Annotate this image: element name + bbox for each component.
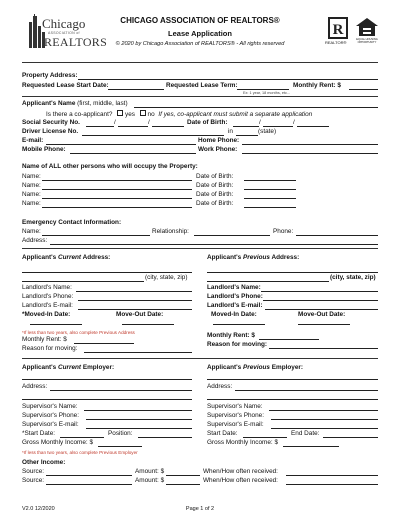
previous-moved-in-label: Moved-In Date: <box>211 311 257 318</box>
income-when-field[interactable] <box>286 475 378 476</box>
current-city-label: (city, state, zip) <box>145 274 188 281</box>
current-income-field[interactable] <box>98 446 142 447</box>
current-employer-address-field[interactable] <box>50 390 192 391</box>
current-landlord-phone-label: Landlord's Phone: <box>22 293 74 300</box>
work-phone-label: Work Phone: <box>198 146 238 153</box>
occupant-name-label: Name: <box>22 200 41 207</box>
applicant-name-field[interactable] <box>134 107 378 108</box>
previous-start-field[interactable] <box>243 437 287 438</box>
previous-reason-field[interactable] <box>269 348 378 349</box>
current-street-field[interactable] <box>22 272 192 273</box>
previous-landlord-phone-field[interactable] <box>263 300 378 301</box>
current-position-label: Position: <box>108 430 133 437</box>
income-amount-label: Amount: $ <box>135 477 165 484</box>
occupant-name-label: Name: <box>22 182 41 189</box>
current-position-field[interactable] <box>138 437 192 438</box>
current-employer-address-field-2[interactable] <box>22 399 192 400</box>
lease-start-field[interactable] <box>108 89 164 90</box>
occupant-dob-field[interactable] <box>244 207 296 208</box>
previous-sup-phone-field[interactable] <box>271 419 378 420</box>
income-when-label: When/How often received: <box>203 468 278 475</box>
income-amount-field[interactable] <box>166 475 200 476</box>
doc-title: Lease Application <box>168 29 232 38</box>
current-income-label: Gross Monthly Income: $ <box>22 439 94 446</box>
current-moved-in-field[interactable] <box>30 324 82 325</box>
current-address-heading: Applicant's Current Address: <box>22 254 111 261</box>
coapplicant-note: If yes, co-applicant must submit a separate application <box>158 111 313 118</box>
emergency-address-field[interactable] <box>50 244 378 245</box>
copyright-text: © 2020 by Chicago Association of REALTORS® - All rights reserved <box>115 41 285 47</box>
home-phone-label: Home Phone: <box>198 137 240 144</box>
occupant-name-label: Name: <box>22 191 41 198</box>
ssn-label: Social Security No. <box>22 119 80 126</box>
eho-text: EQUAL HOUSING OPPORTUNITY <box>356 38 378 44</box>
current-rent-field[interactable] <box>74 343 134 344</box>
previous-end-label: End Date: <box>291 430 320 437</box>
occupant-dob-label: Date of Birth: <box>196 182 234 189</box>
previous-employer-address-label: Address: <box>207 383 233 390</box>
previous-city-field[interactable] <box>207 281 329 282</box>
previous-rent-field[interactable] <box>259 339 319 340</box>
emergency-address-label: Address: <box>22 237 48 244</box>
current-sup-email-field[interactable] <box>86 428 192 429</box>
current-moved-in-label: *Moved-In Date: <box>22 311 71 318</box>
applicant-name-hint: (first, middle, last) <box>77 100 128 107</box>
occupant-name-field[interactable] <box>42 189 192 190</box>
current-reason-label: Reason for moving: <box>22 345 78 352</box>
current-landlord-email-field[interactable] <box>78 309 192 310</box>
previous-landlord-name-field[interactable] <box>261 291 378 292</box>
lease-start-label: Requested Lease Start Date: <box>22 82 109 89</box>
current-start-field[interactable] <box>60 437 104 438</box>
current-sup-name-label: Supervisor's Name: <box>22 403 78 410</box>
equal-housing-icon <box>355 17 379 37</box>
dl-state-label: (state) <box>258 128 277 135</box>
previous-reason-label: Reason for moving: <box>207 341 268 348</box>
current-start-label: *Start Date: <box>22 430 56 437</box>
previous-employer-address-field[interactable] <box>235 390 378 391</box>
current-employer-address-label: Address: <box>22 383 48 390</box>
dob-label: Date of Birth: <box>187 119 228 126</box>
ssn-slash-2: / <box>148 119 150 126</box>
dl-state-field[interactable] <box>236 135 258 136</box>
income-amount-field[interactable] <box>166 484 200 485</box>
mobile-phone-label: Mobile Phone: <box>22 146 66 153</box>
current-employer-note: *If less than two years, also complete Previous Employer <box>22 450 138 455</box>
current-city-field[interactable] <box>22 281 144 282</box>
emergency-relationship-field[interactable] <box>194 235 270 236</box>
occupants-heading: Name of ALL other persons who will occupy the Property: <box>22 163 198 170</box>
income-source-field[interactable] <box>46 475 132 476</box>
no-label: no <box>147 111 155 118</box>
current-rent-label: Monthly Rent: $ <box>22 336 67 343</box>
dob-field-2[interactable] <box>263 126 293 127</box>
property-address-field[interactable] <box>78 79 378 80</box>
dob-slash-2: / <box>293 119 295 126</box>
realtor-mark-text: REALTOR® <box>325 40 347 45</box>
previous-rent-label: Monthly Rent: $ <box>207 332 255 339</box>
previous-move-out-label: Move-Out Date: <box>298 311 346 318</box>
address-rule <box>22 358 378 359</box>
dl-in-label: in <box>228 128 233 135</box>
ssn-field-2[interactable] <box>118 126 148 127</box>
previous-end-field[interactable] <box>323 437 378 438</box>
current-sup-phone-label: Supervisor's Phone: <box>22 412 79 419</box>
emergency-rule <box>22 248 378 249</box>
previous-start-label: Start Date: <box>207 430 238 437</box>
work-phone-field[interactable] <box>242 153 378 154</box>
emergency-phone-field[interactable] <box>296 235 378 236</box>
other-income-heading: Other Income: <box>22 459 66 466</box>
dob-field-3[interactable] <box>297 126 329 127</box>
previous-employer-name-field[interactable] <box>207 379 378 380</box>
logo-realtors-text: REALTORS <box>44 35 108 49</box>
previous-moved-in-field[interactable] <box>213 324 265 325</box>
previous-landlord-phone-label: Landlord's Phone: <box>207 293 263 300</box>
realtor-r-icon <box>328 17 348 39</box>
previous-sup-email-field[interactable] <box>271 428 378 429</box>
driver-license-field[interactable] <box>82 135 224 136</box>
driver-license-label: Driver License No. <box>22 128 79 135</box>
yes-label: yes <box>125 111 135 118</box>
dob-slash-1: / <box>259 119 261 126</box>
property-rule <box>22 96 378 97</box>
realtor-logo <box>325 17 348 47</box>
income-source-label: Source: <box>22 468 45 475</box>
applicant-name-row <box>22 100 128 107</box>
lease-term-label: Requested Lease Term: <box>166 82 238 89</box>
previous-landlord-name-label: Landlord's Name: <box>207 284 261 291</box>
equal-housing-logo <box>355 17 379 47</box>
monthly-rent-field[interactable] <box>349 89 378 90</box>
logo-association-text: ASSOCIATION of <box>48 31 80 35</box>
no-checkbox[interactable] <box>140 110 146 116</box>
coapplicant-question: Is there a co-applicant? <box>46 111 113 118</box>
coapplicant-row <box>46 110 312 118</box>
ssn-slash-1: / <box>114 119 116 126</box>
yes-checkbox[interactable] <box>117 110 123 116</box>
emergency-name-field[interactable] <box>42 235 150 236</box>
header-rule <box>22 62 378 63</box>
emergency-heading: Emergency Contact Information: <box>22 219 122 226</box>
current-sup-name-field[interactable] <box>84 410 192 411</box>
version-text: V2.0 12/2020 <box>22 506 55 512</box>
page-number: Page 1 of 2 <box>185 506 215 512</box>
occupant-name-field[interactable] <box>42 180 192 181</box>
current-landlord-phone-field[interactable] <box>78 300 192 301</box>
property-address-label: Property Address: <box>22 72 78 79</box>
occupant-dob-label: Date of Birth: <box>196 191 234 198</box>
previous-income-field[interactable] <box>283 446 339 447</box>
emergency-name-label: Name: <box>22 228 41 235</box>
current-reason-field[interactable] <box>84 352 192 353</box>
income-source-field[interactable] <box>46 484 132 485</box>
current-employer-name-field[interactable] <box>22 379 192 380</box>
ssn-field-1[interactable] <box>86 126 114 127</box>
emergency-relationship-label: Relationship: <box>152 228 189 235</box>
occupant-dob-field[interactable] <box>244 180 296 181</box>
svg-text:R: R <box>332 22 344 38</box>
home-phone-field[interactable] <box>242 144 378 145</box>
logo-chicago-text: Chicago <box>42 16 86 31</box>
previous-sup-email-label: Supervisor's E-mail: <box>207 421 264 428</box>
ssn-field-3[interactable] <box>152 126 184 127</box>
occupant-name-field[interactable] <box>42 198 192 199</box>
current-landlord-name-label: Landlord's Name: <box>22 284 72 291</box>
current-employer-heading: Applicant's Current Employer: <box>22 364 115 371</box>
email-field[interactable] <box>46 144 196 145</box>
occupant-name-field[interactable] <box>42 207 192 208</box>
current-sup-email-label: Supervisor's E-mail: <box>22 421 79 428</box>
dob-field-1[interactable] <box>233 126 259 127</box>
previous-employer-heading: Applicant's Previous Employer: <box>207 364 303 371</box>
current-move-out-field[interactable] <box>122 324 174 325</box>
previous-sup-name-field[interactable] <box>269 410 378 411</box>
occupant-dob-field[interactable] <box>244 189 296 190</box>
current-address-note: *If less than two years, also complete Previous Address <box>22 330 135 335</box>
occupant-dob-label: Date of Birth: <box>196 173 234 180</box>
emergency-phone-label: Phone: <box>273 228 294 235</box>
occupant-dob-field[interactable] <box>244 198 296 199</box>
previous-city-label: (city, state, zip) <box>330 274 376 281</box>
current-sup-phone-field[interactable] <box>86 419 192 420</box>
current-move-out-label: Move-Out Date: <box>116 311 164 318</box>
previous-landlord-email-field[interactable] <box>265 309 378 310</box>
lease-term-hint: Ex: 1 year, 18 months, etc... <box>243 91 291 95</box>
income-when-field[interactable] <box>286 484 378 485</box>
income-source-label: Source: <box>22 477 45 484</box>
mobile-phone-field[interactable] <box>70 153 196 154</box>
applicant-name-label: Applicant's Name <box>22 100 76 107</box>
previous-employer-address-field-2[interactable] <box>207 399 378 400</box>
org-title: CHICAGO ASSOCIATION OF REALTORS® <box>120 16 280 25</box>
monthly-rent-label: Monthly Rent: $ <box>293 82 341 89</box>
occupant-name-label: Name: <box>22 173 41 180</box>
occupant-dob-label: Date of Birth: <box>196 200 234 207</box>
email-label: E-mail: <box>22 137 44 144</box>
income-when-label: When/How often received: <box>203 477 278 484</box>
previous-street-field[interactable] <box>207 272 378 273</box>
previous-income-label: Gross Monthly Income: $ <box>207 439 279 446</box>
previous-sup-name-label: Supervisor's Name: <box>207 403 263 410</box>
current-landlord-name-field[interactable] <box>76 291 192 292</box>
previous-sup-phone-label: Supervisor's Phone: <box>207 412 264 419</box>
current-landlord-email-label: Landlord's E-mail: <box>22 302 73 309</box>
income-amount-label: Amount: $ <box>135 468 165 475</box>
previous-move-out-field[interactable] <box>298 324 350 325</box>
previous-landlord-email-label: Landlord's E-mail: <box>207 302 263 309</box>
previous-address-heading: Applicant's Previous Address: <box>207 254 300 261</box>
